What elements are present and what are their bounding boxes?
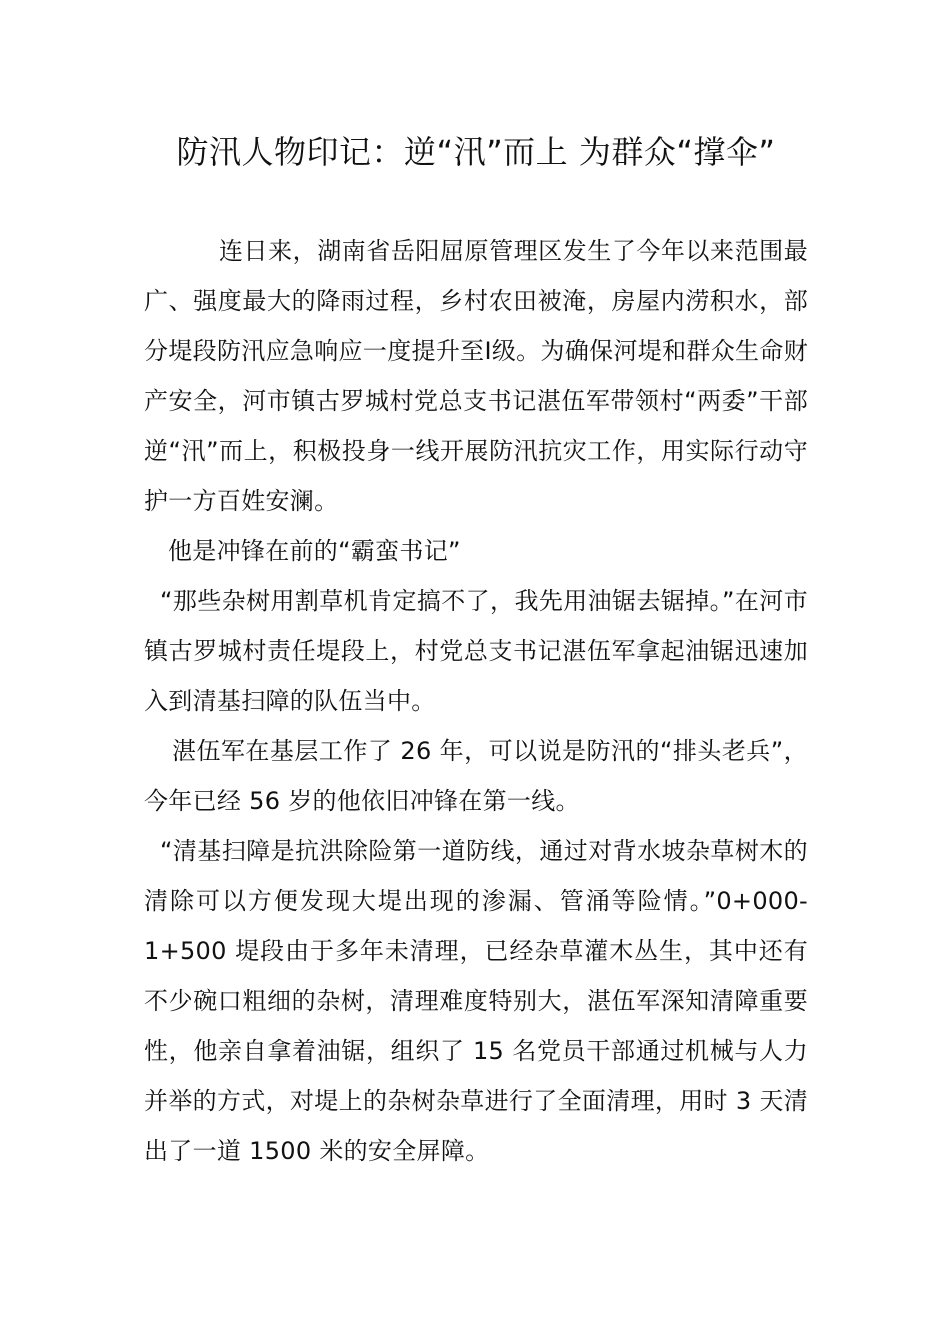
paragraph-clearing: “清基扫障是抗洪除险第一道防线，通过对背水坡杂草树木的清除可以方便发现大堤出现的渗漏、管涌等险情。”0+000-1+500 堤段由于多年未清理，已经杂草灌木丛生，其中还有不少碗口粗细的杂树，清理难度特别大，湛伍军深知清障重要性，他亲自拿着油锯，组织了 15 名党员干部通过机械与人力并举的方式，对堤上的杂树杂草进行了全面清理，用时 3 天清出了一道 1500 米的安全屏障。 <box>144 837 808 1165</box>
article-body <box>144 226 808 1176</box>
paragraph-quote: “那些杂树用割草机肯定搞不了，我先用油锯去锯掉。”在河市镇古罗城村责任堤段上，村党总支书记湛伍军拿起油锯迅速加入到清基扫障的队伍当中。 <box>144 587 808 715</box>
paragraph-intro: 连日来，湖南省岳阳屈原管理区发生了今年以来范围最广、强度最大的降雨过程，乡村农田被淹，房屋内涝积水，部分堤段防汛应急响应一度提升至Ⅰ级。为确保河堤和群众生命财产安全，河市镇古罗城村党总支书记湛伍军带领村“两委”干部逆“汛”而上，积极投身一线开展防汛抗灾工作，用实际行动守护一方百姓安澜。 <box>144 237 808 515</box>
section-heading: 他是冲锋在前的“霸蛮书记” <box>168 537 461 565</box>
paragraph-veteran: 湛伍军在基层工作了 26 年，可以说是防汛的“排头老兵”，今年已经 56 岁的他依旧冲锋在第一线。 <box>144 737 808 815</box>
article-title: 防汛人物印记：逆“汛”而上 为群众“撑伞” <box>176 133 776 171</box>
